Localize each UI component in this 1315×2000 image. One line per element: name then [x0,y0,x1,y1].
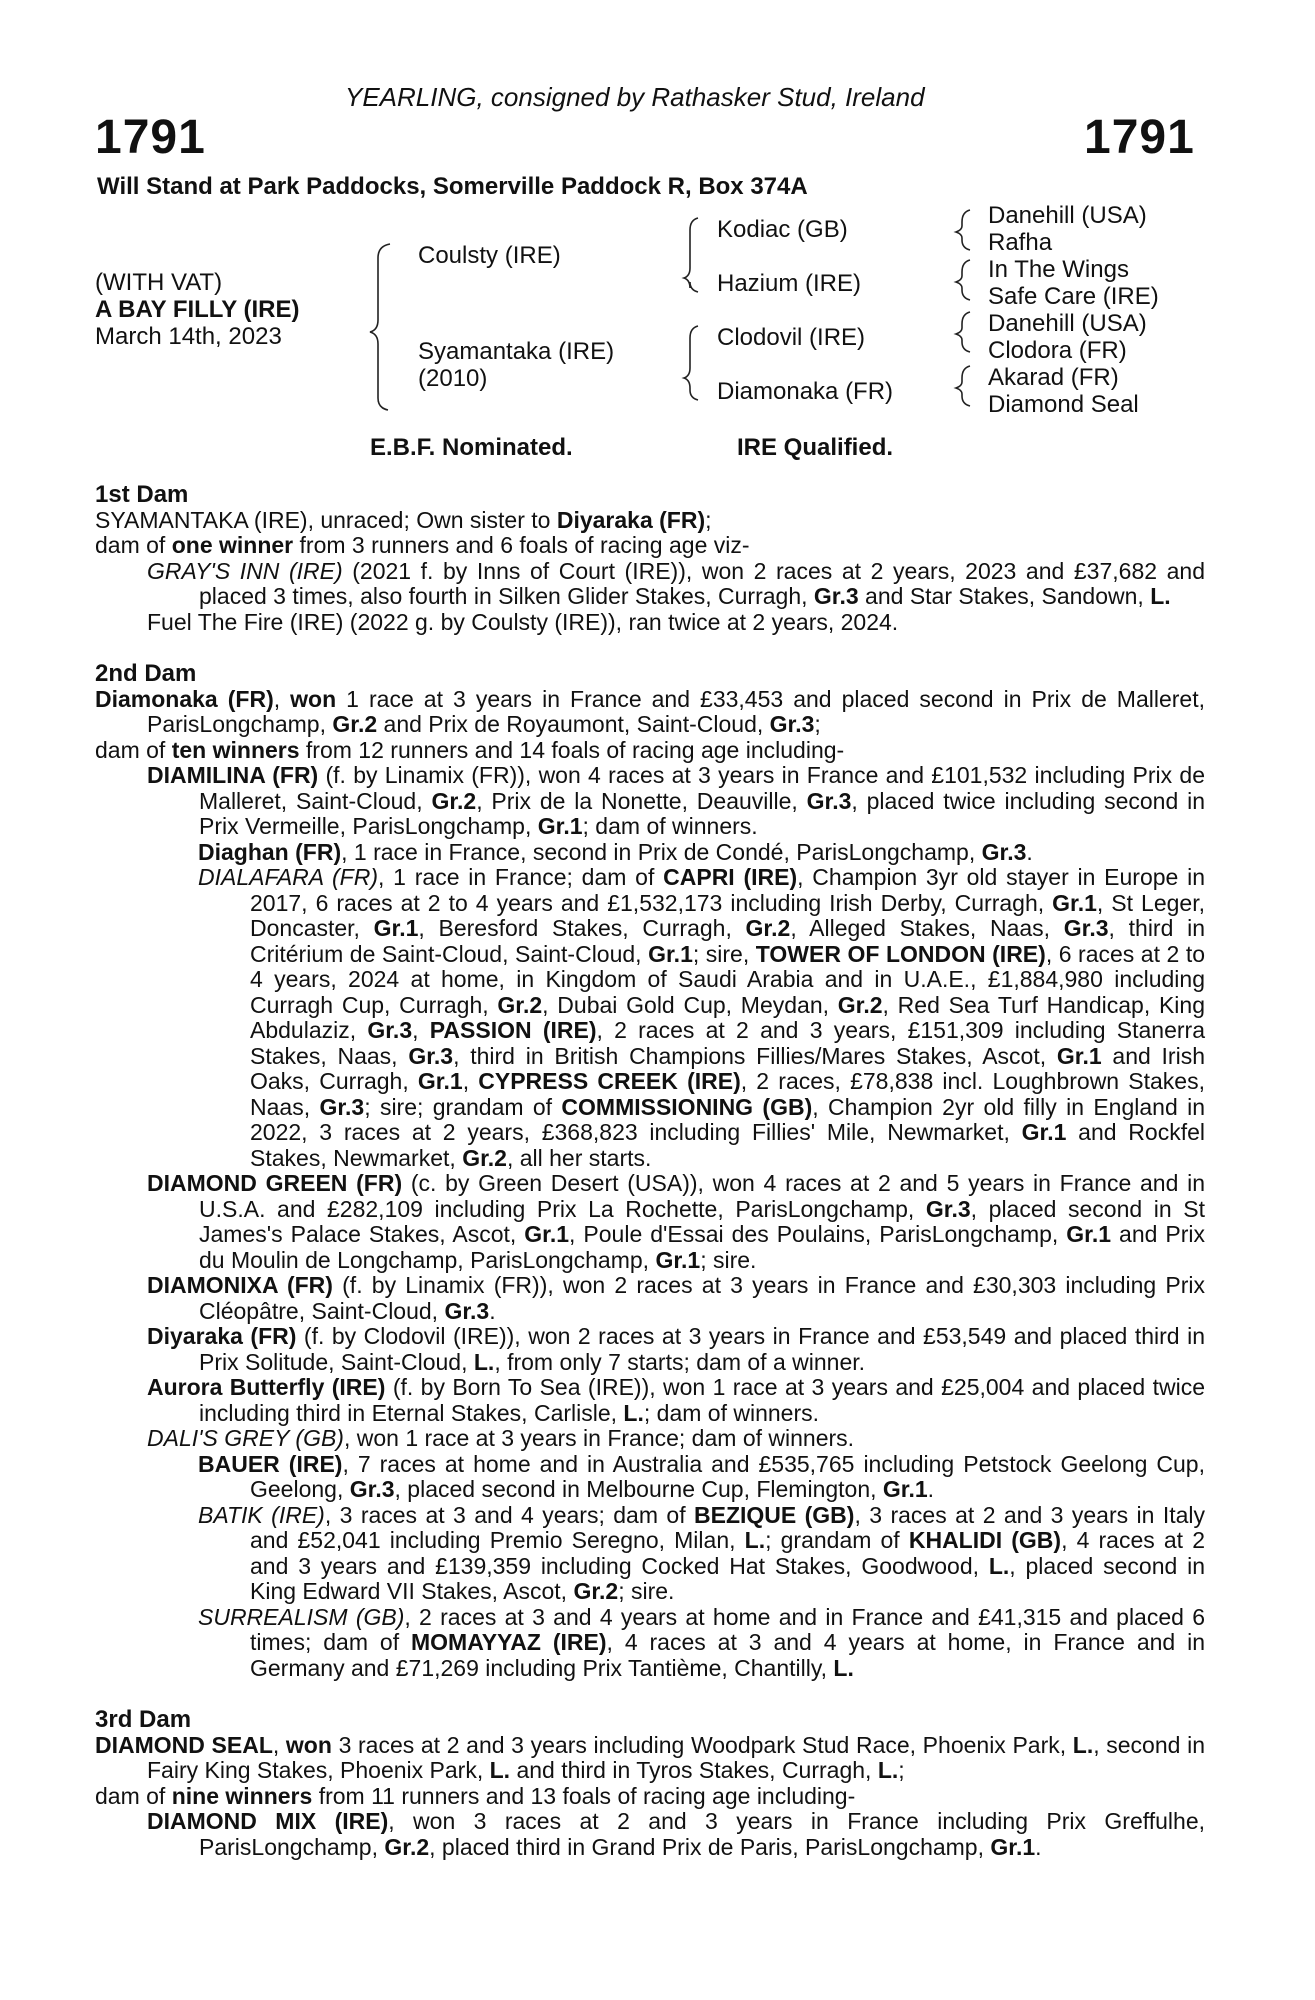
stand-location: Will Stand at Park Paddocks, Somerville Paddock R, Box 374A [97,173,808,200]
ancestor-dds[interactable]: Akarad (FR) [988,364,1119,391]
produce-dialafara: DIALAFARA (FR), 1 race in France; dam of CAPRI (IRE), Champion 3yr old stayer in Europe in 2017, 6 races at 2 to 4 years and £1,532,173 including Irish Derby, Curragh, Gr.1, St Leger, Doncaster, Gr.1, Beresford Stakes, Curragh, Gr.2, Alleged Stakes, Naas, Gr.3, third in Critérium de Saint-Cloud, Saint-Cloud, Gr.1; sire, TOWER OF LONDON (IRE), 6 races at 2 to 4 years, 2024 at home, in Kingdom of Saudi Arabia and in U.A.E., £1,884,980 including Curragh Cup, Curragh, Gr.2, Dubai Gold Cup, Meydan, Gr.2, Red Sea Turf Handicap, King Abdulaziz, Gr.3, PASSION (IRE), 2 races at 2 and 3 years, £151,309 including Stanerra Stakes, Naas, Gr.3, third in British Champions Fillies/Mares Stakes, Ascot, Gr.1 and Irish Oaks, Curragh, Gr.1, CYPRESS CREEK (IRE), 2 races, £78,838 incl. Loughbrown Stakes, Naas, Gr.3; sire; grandam of COMMISSIONING (GB), Champion 2yr old filly in England in 2022, 3 races at 2 years, £368,823 including Fillies' Mile, Newmarket, Gr.1 and Rockfel Stakes, Newmarket, Gr.2, all her starts. [198,864,1206,1171]
produce-diamond-green: DIAMOND GREEN (FR) (c. by Green Desert (USA)), won 4 races at 2 and 5 years in France and in U.S.A. and £282,109 including Prix La Rochette, ParisLongchamp, Gr.3, placed second in St James's Palace Stakes, Ascot, Gr.1, Poule d'Essai des Poulains, ParisLongchamp, Gr.1 and Prix du Moulin de Longchamp, ParisLongchamp, Gr.1; sire. [147,1170,1206,1273]
first-dam-para: SYAMANTAKA (IRE), unraced; Own sister to Diyaraka (FR); [95,506,712,533]
sire-dam-name[interactable]: Hazium (IRE) [717,270,862,297]
dam-name[interactable]: Syamantaka (IRE) [418,338,615,365]
first-dam-produce-summary: dam of one winner from 3 runners and 6 foals of racing age viz- [95,532,750,558]
third-dam-produce-summary: dam of nine winners from 11 runners and 13 foals of racing age including- [95,1782,856,1809]
horse-name: A BAY FILLY (IRE) [95,296,300,323]
sire-sire-name[interactable]: Kodiac (GB) [717,216,848,243]
lot-number-right: 1791 [1084,111,1195,164]
produce-grays-inn: GRAY'S INN (IRE) (2021 f. by Inns of Court (IRE)), won 2 races at 2 years, 2023 and £37,682 and placed 3 times, also fourth in Silken Glider Stakes, Curragh, Gr.3 and Star Stakes, Sandown, L. [147,557,1205,609]
produce-bauer: BAUER (IRE), 7 races at home and in Australia and £535,765 including Petstock Geelong Cup, Geelong, Gr.3, placed second in Melbourne Cup, Flemington, Gr.1. [198,1450,1205,1502]
produce-dalis-grey: DALI'S GREY (GB), won 1 race at 3 years in France; dam of winners. [147,1425,855,1451]
second-dam-heading: 2nd Dam [95,660,197,687]
sire-name[interactable]: Coulsty (IRE) [418,242,561,269]
produce-diamonixa: DIAMONIXA (FR) (f. by Linamix (FR)), won 2 races at 3 years in France and £30,303 including Prix Cléopâtre, Saint-Cloud, Gr.3. [147,1272,1205,1324]
third-dam-para: DIAMOND SEAL, won 3 races at 2 and 3 years including Woodpark Stud Race, Phoenix Park, L., second in Fairy King Stakes, Phoenix Park, L. and third in Tyros Stakes, Curragh, L.; [95,1731,1205,1783]
ebf-nominated: E.B.F. Nominated. [370,434,573,461]
lot-number-left: 1791 [95,111,206,164]
produce-diaghan: Diaghan (FR), 1 race in France, second in Prix de Condé, ParisLongchamp, Gr.3. [198,838,1033,865]
produce-fuel-the-fire: Fuel The Fire (IRE) (2022 g. by Coulsty (IRE)), ran twice at 2 years, 2024. [147,608,899,635]
ancestor-ssd[interactable]: Rafha [988,229,1053,256]
produce-surrealism: SURREALISM (GB), 2 races at 3 and 4 years at home and in France and £41,315 and placed 6 times; dam of MOMAYYAZ (IRE), 4 races at 3 and 4 years at home, in France and in Germany and £71,269 including Prix Tantième, Chantilly, L. [198,1603,1205,1681]
ancestor-ddd[interactable]: Diamond Seal [988,391,1139,418]
second-dam-para: Diamonaka (FR), won 1 race at 3 years in France and £33,453 and placed second in Prix de Malleret, ParisLongchamp, Gr.2 and Prix de Royaumont, Saint-Cloud, Gr.3; [95,685,1205,737]
ancestor-dsd[interactable]: Clodora (FR) [988,337,1127,364]
produce-diamilina: DIAMILINA (FR) (f. by Linamix (FR)), won 4 races at 3 years in France and £101,532 including Prix de Malleret, Saint-Cloud, Gr.2, Prix de la Nonette, Deauville, Gr.3, placed twice including second in Prix Vermeille, ParisLongchamp, Gr.1; dam of winners. [147,762,1205,839]
produce-batik: BATIK (IRE), 3 races at 3 and 4 years; dam of BEZIQUE (GB), 3 races at 2 and 3 years in Italy and £52,041 including Premio Seregno, Milan, L.; grandam of KHALIDI (GB), 4 races at 2 and 3 years and £139,359 including Cocked Hat Stakes, Goodwood, L., placed second in King Edward VII Stakes, Ascot, Gr.2; sire. [198,1501,1205,1604]
ancestor-sdd[interactable]: Safe Care (IRE) [988,283,1159,310]
dam-sire-name[interactable]: Clodovil (IRE) [717,324,866,351]
produce-aurora-butterfly: Aurora Butterfly (IRE) (f. by Born To Sea (IRE)), won 1 race at 3 years and £25,004 and placed twice including third in Eternal Stakes, Carlisle, L.; dam of winners. [147,1374,1205,1426]
first-dam-heading: 1st Dam [95,481,189,508]
dam-dam-name[interactable]: Diamonaka (FR) [717,378,894,405]
produce-diyaraka: Diyaraka (FR) (f. by Clodovil (IRE)), won 2 races at 3 years in France and £53,549 and placed third in Prix Solitude, Saint-Cloud, L., from only 7 starts; dam of a winner. [147,1323,1206,1375]
ancestor-sss[interactable]: Danehill (USA) [988,202,1147,229]
dam-foaled-year: (2010) [418,365,488,392]
ire-qualified: IRE Qualified. [737,434,894,461]
ancestor-sds[interactable]: In The Wings [988,256,1129,283]
second-dam-produce-summary: dam of ten winners from 12 runners and 14 foals of racing age including- [95,736,845,763]
third-dam-heading: 3rd Dam [95,1706,192,1733]
produce-diamond-mix: DIAMOND MIX (IRE), won 3 races at 2 and 3 years in France including Prix Greffulhe, ParisLongchamp, Gr.2, placed third in Grand Prix de Paris, ParisLongchamp, Gr.1. [147,1808,1205,1860]
catalogue-body [95,482,1205,1860]
ancestor-dss[interactable]: Danehill (USA) [988,310,1147,337]
foaling-date: March 14th, 2023 [95,323,282,350]
consignor-line: YEARLING, consigned by Rathasker Stud, Ireland [345,82,925,112]
vat-note: (WITH VAT) [95,269,223,296]
